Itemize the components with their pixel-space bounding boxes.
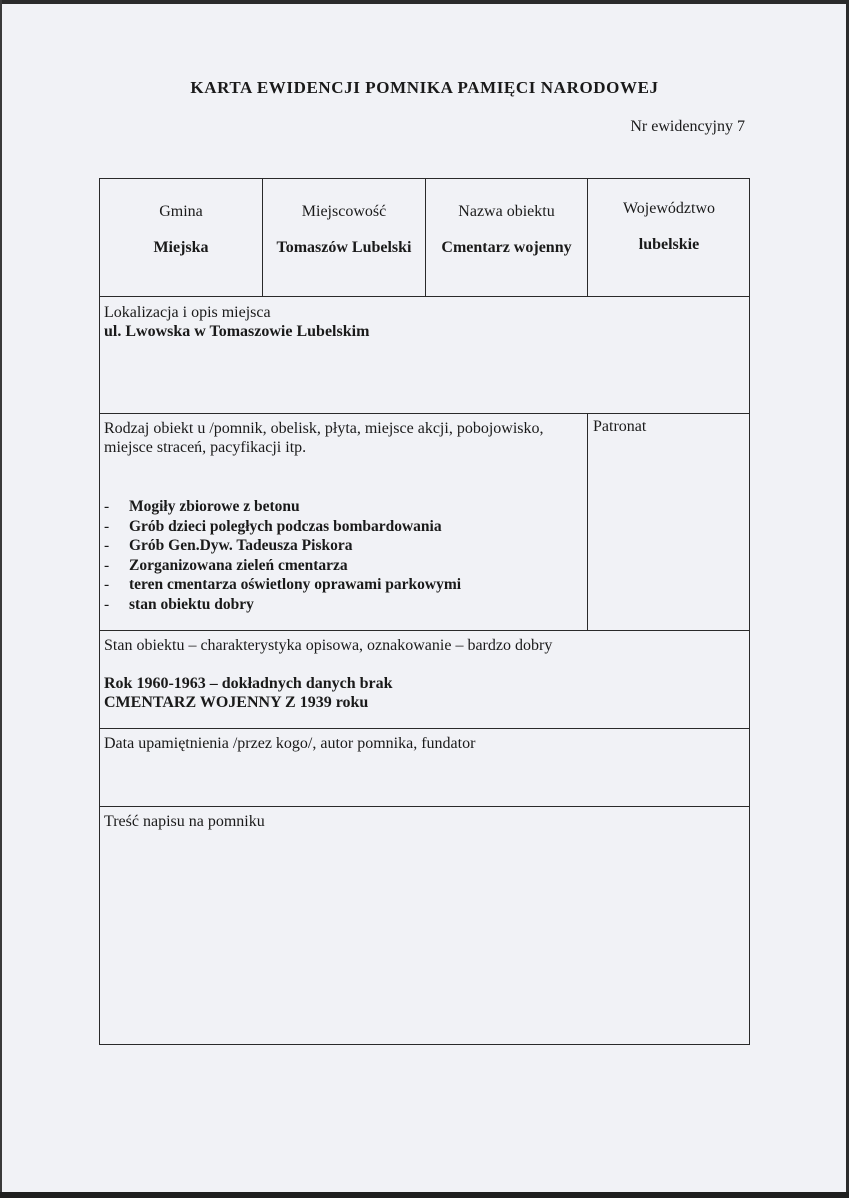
list-item: - Zorganizowana zieleń cmentarza (104, 556, 348, 574)
miejscowosc-value: Tomaszów Lubelski (276, 239, 412, 256)
cell-gmina (100, 179, 262, 296)
rodzaj-label-line1: Rodzaj obiekt u /pomnik, obelisk, płyta, miejsce akcji, pobojowisko, (104, 420, 544, 437)
scan-edge-top (0, 0, 849, 4)
document-title: KARTA EWIDENCJI POMNIKA PAMIĘCI NARODOWEJ (190, 78, 659, 97)
registration-number: Nr ewidencyjny 7 (630, 118, 745, 135)
list-item: - Grób Gen.Dyw. Tadeusza Piskora (104, 537, 353, 555)
list-item: - stan obiektu dobry (104, 595, 254, 613)
patronat-label: Patronat (593, 418, 647, 435)
nazwa-obiektu-value: Cmentarz wojenny (441, 239, 572, 256)
cell-miejscowosc (263, 179, 425, 296)
divider (100, 413, 749, 414)
lokalizacja-label: Lokalizacja i opis miejsca (104, 304, 271, 321)
list-item: - Grób dzieci poległych podczas bombardowania (104, 517, 442, 535)
rodzaj-list (104, 497, 461, 615)
divider (100, 728, 749, 729)
nazwa-obiektu-label: Nazwa obiektu (458, 203, 555, 220)
list-item: - Mogiły zbiorowe z betonu (104, 498, 300, 515)
cell-wojewodztwo (588, 179, 750, 296)
list-item: - teren cmentarza oświetlony oprawami parkowymi (104, 576, 462, 594)
scan-edge-left (0, 0, 2, 1198)
stan-label: Stan obiektu – charakterystyka opisowa, oznakowanie – bardzo dobry (104, 637, 553, 654)
scan-edge-bottom (0, 1192, 849, 1198)
wojewodztwo-label: Województwo (622, 200, 716, 217)
rodzaj-label-line2: miejsce straceń, pacyfikacji itp. (104, 439, 307, 456)
record-form (99, 178, 750, 1045)
divider (587, 413, 588, 630)
lokalizacja-value: ul. Lwowska w Tomaszowie Lubelskim (104, 323, 370, 340)
divider (100, 296, 749, 297)
stan-line2: CMENTARZ WOJENNY Z 1939 roku (104, 694, 369, 711)
data-upamietnienia-label: Data upamiętnienia /przez kogo/, autor pomnika, fundator (104, 735, 476, 752)
divider (100, 630, 749, 631)
gmina-value: Miejska (153, 239, 209, 256)
gmina-label: Gmina (159, 203, 203, 220)
wojewodztwo-value: lubelskie (638, 236, 700, 253)
cell-nazwa-obiektu (426, 179, 587, 296)
tresc-napisu-label: Treść napisu na pomniku (104, 813, 265, 830)
stan-line1: Rok 1960-1963 – dokładnych danych brak (104, 675, 393, 692)
divider (100, 806, 749, 807)
miejscowosc-label: Miejscowość (301, 203, 387, 220)
